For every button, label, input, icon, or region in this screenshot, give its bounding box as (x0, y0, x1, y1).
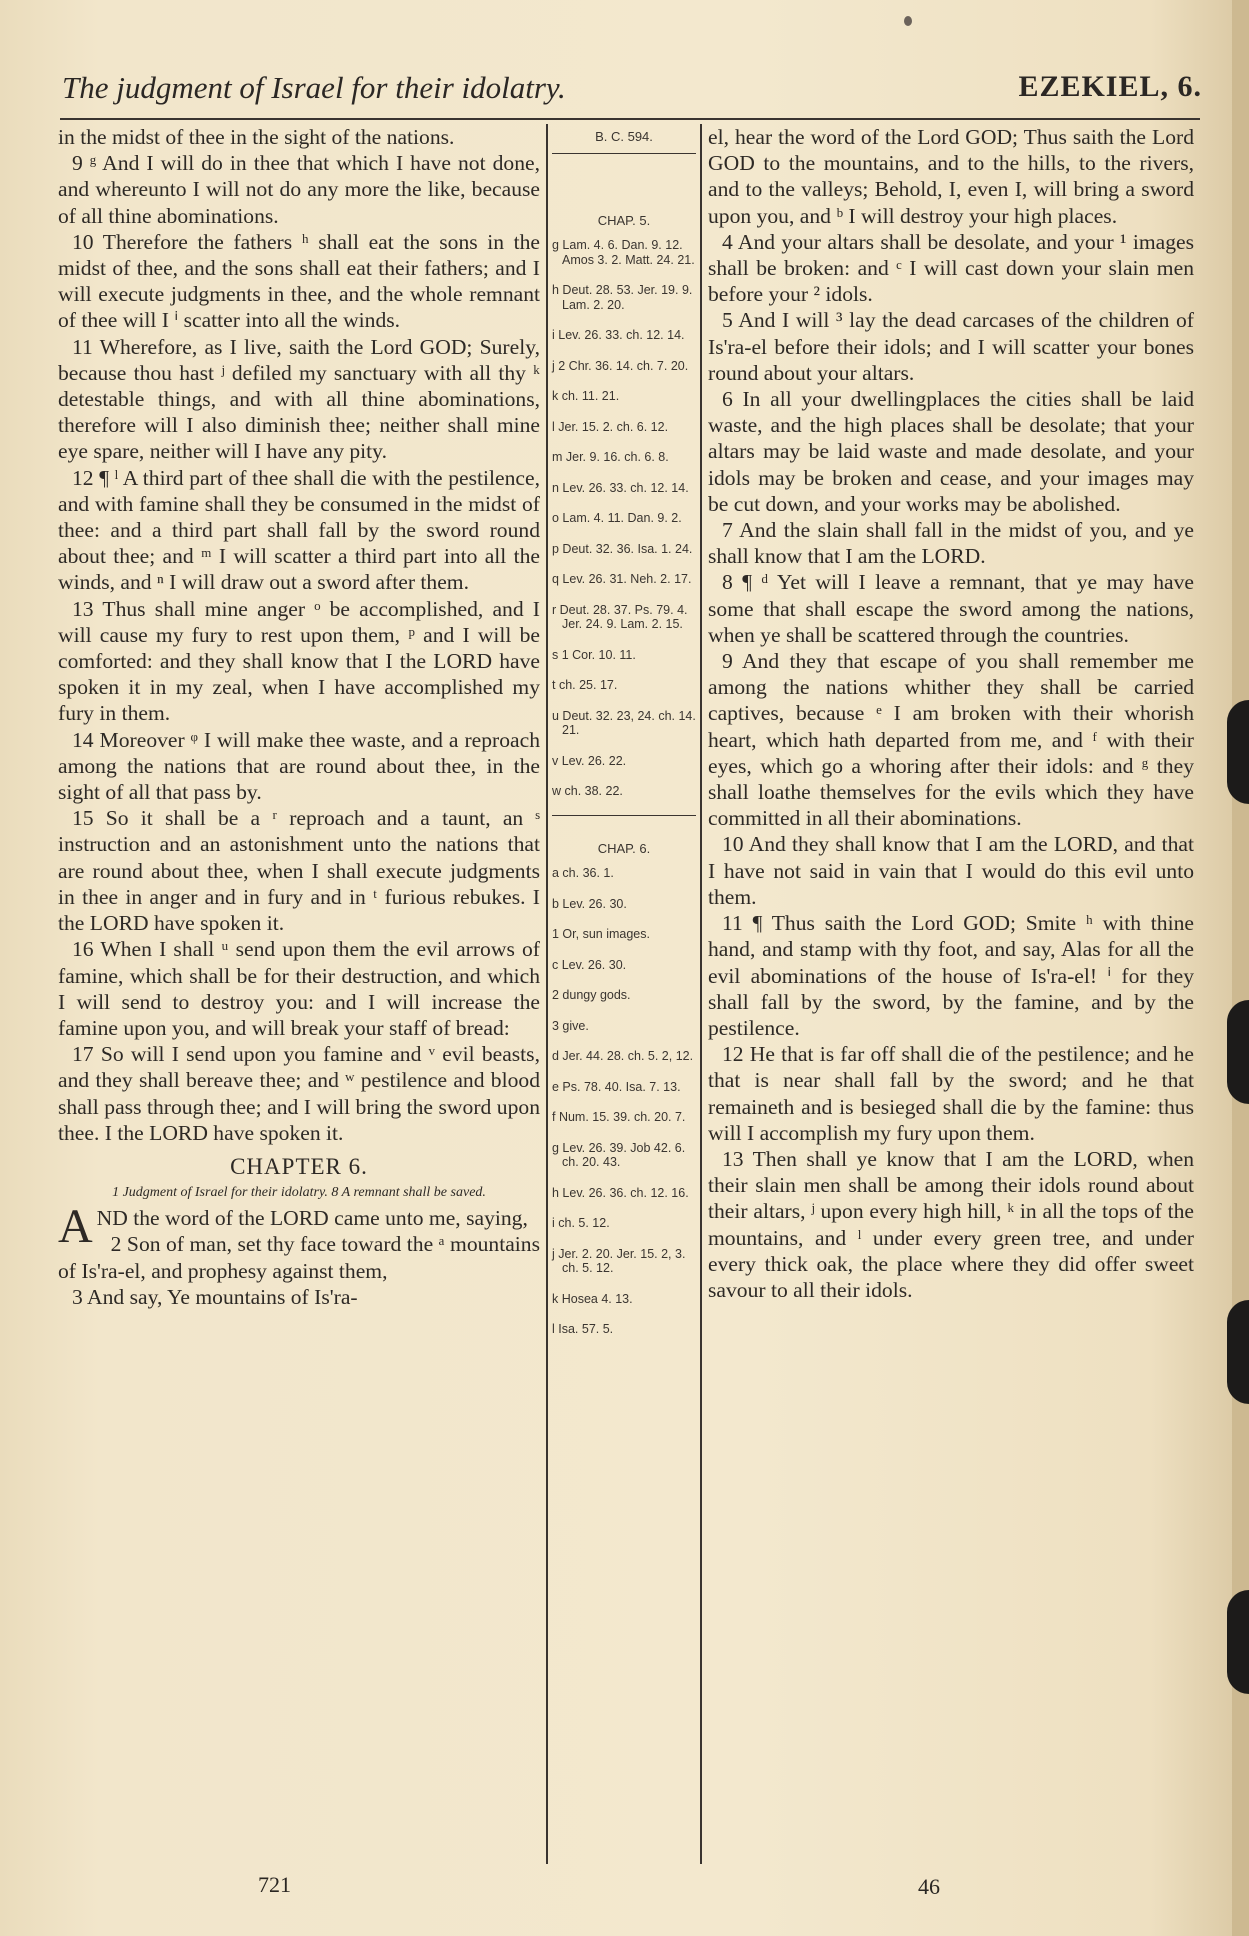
cross-reference: j Jer. 2. 20. Jer. 15. 2, 3. ch. 5. 12. (552, 1246, 686, 1275)
chap5-references (552, 238, 696, 799)
chap5-label: CHAP. 5. (597, 212, 651, 228)
cross-reference: t ch. 25. 17. (552, 678, 618, 692)
cross-reference: 3 give. (552, 1018, 589, 1033)
cross-reference: b Lev. 26. 30. (552, 896, 627, 911)
column-divider-right (700, 124, 702, 1864)
punch-mark (904, 16, 912, 26)
thumb-index-tab[interactable] (1227, 1000, 1249, 1104)
verse: 9 ᵍ And I will do in thee that which I have not done, and whereunto I will not do any more the like, because of all thine abominations. (58, 151, 540, 228)
cross-reference: w ch. 38. 22. (552, 784, 623, 798)
cross-reference: 1 Or, sun images. (552, 927, 650, 941)
thumb-index-tab[interactable] (1227, 1300, 1249, 1404)
book-chapter-heading: EZEKIEL, 6. (1018, 70, 1202, 103)
right-text-column (708, 124, 1194, 1303)
cross-reference: l Isa. 57. 5. (552, 1322, 614, 1336)
cross-reference: m Jer. 9. 16. ch. 6. 8. (552, 450, 669, 464)
verse: 11 Wherefore, as I live, saith the Lord GOD; Surely, because thou hast ʲ defiled my sanctuary with all thy ᵏ detestable things, and with all thine abominations, therefore will I also diminish thee; neither shall mine eye spare, neither will I have any pity. (58, 334, 540, 464)
page-number-right: 46 (918, 1874, 940, 1899)
chapter-opening-verse (58, 1200, 540, 1254)
cross-reference: h Lev. 26. 36. ch. 12. 16. (552, 1185, 689, 1200)
margin-rule (552, 153, 696, 154)
verse: 12 He that is far off shall die of the pestilence; and he that is near shall fall by the sword; and he that remaineth and is besieged shall die by the famine: thus will I accomplish my fury upon them. (708, 1042, 1194, 1145)
cross-reference: h Deut. 28. 53. Jer. 19. 9. Lam. 2. 20. (552, 283, 693, 312)
running-title: The judgment of Israel for their idolatry. (62, 70, 566, 105)
verse: 4 And your altars shall be desolate, and your ¹ images shall be broken: and ᶜ I will cast down your slain men before your ² idols. (708, 229, 1194, 307)
verse-text: ND the word of the LORD came unto me, saying, (96, 1206, 528, 1231)
verse: 17 So will I send upon you famine and ᵛ evil beasts, and they shall bereave thee; and ʷ pestilence and blood shall pass through thee; and I will bring the sword upon thee. I the LORD have spoken it. (58, 1042, 540, 1145)
cross-reference: j 2 Chr. 36. 14. ch. 7. 20. (552, 358, 689, 373)
column-divider-left (546, 124, 548, 1864)
cross-reference: o Lam. 4. 11. Dan. 9. 2. (552, 511, 682, 525)
cross-reference: e Ps. 78. 40. Isa. 7. 13. (552, 1079, 681, 1094)
verse: 14 Moreover ᵠ I will make thee waste, and a reproach among the nations that are round about thee, in the sight of all that pass by. (58, 727, 540, 805)
cross-reference: f Num. 15. 39. ch. 20. 7. (552, 1110, 686, 1124)
verse: 10 Therefore the fathers ʰ shall eat the sons in the midst of thee, and the sons shall eat their fathers; and I will execute judgments in thee, and the whole remnant of thee will I ⁱ scatter into all the winds. (58, 229, 540, 333)
cross-reference: i ch. 5. 12. (552, 1216, 610, 1230)
cross-reference-column (552, 124, 696, 1353)
verse: 3 And say, Ye mountains of Is'ra- (72, 1284, 358, 1309)
thumb-index-tab[interactable] (1227, 700, 1249, 804)
cross-reference: 2 dungy gods. (552, 988, 631, 1002)
cross-reference: q Lev. 26. 31. Neh. 2. 17. (552, 572, 692, 586)
date-note: B. C. 594. (595, 129, 653, 144)
verse: 12 ¶ ˡ A third part of thee shall die with the pestilence, and with famine shall they be consumed in the midst of thee: and a third part shall fall by the sword round about thee; and ᵐ I will scatter a third part into all the winds, and ⁿ I will draw out a sword after them. (58, 465, 540, 595)
cross-reference: n Lev. 26. 33. ch. 12. 14. (552, 480, 689, 495)
header-rule (60, 118, 1200, 120)
verse: 2 Son of man, set thy face toward the ᵃ mountains of Is'ra-el, and prophesy against them, (58, 1232, 540, 1283)
cross-reference: a ch. 36. 1. (552, 866, 614, 880)
verse: 5 And I will ³ lay the dead carcases of the children of Is'ra-el before their idols; and I will scatter your bones round about your altars. (708, 308, 1194, 385)
verse: 13 Thus shall mine anger ᵒ be accomplished, and I will cause my fury to rest upon them, ᵖ and I will be comforted: and they shall know that I the LORD have spoken it in my zeal, when I have accomplished my fury in them. (58, 596, 540, 726)
verse: 6 In all your dwellingplaces the cities shall be laid waste, and the high places shall be desolate; that your altars may be laid waste and made desolate, and your idols may be broken and cease, and your images may be cut down, and your works may be abolished. (708, 387, 1194, 516)
verse: 16 When I shall ᵘ send upon them the evil arrows of famine, which shall be for their destruction, and which I will send to destroy you: and I will increase the famine upon you, and will break your staff of bread: (58, 937, 540, 1040)
cross-reference: l Jer. 15. 2. ch. 6. 12. (552, 419, 669, 434)
page-header (62, 70, 1202, 114)
verse: 8 ¶ ᵈ Yet will I leave a remnant, that ye may have some that shall escape the sword among the nations, when ye shall be scattered through the countries. (708, 570, 1194, 647)
verse: 7 And the slain shall fall in the midst of you, and ye shall know that I am the LORD. (708, 518, 1194, 569)
cross-reference: i Lev. 26. 33. ch. 12. 14. (552, 328, 685, 342)
cross-reference: k Hosea 4. 13. (552, 1291, 633, 1306)
cross-reference: c Lev. 26. 30. (552, 957, 627, 972)
cross-reference: v Lev. 26. 22. (552, 753, 627, 768)
verse: 10 And they shall know that I am the LORD, and that I have not said in vain that I would do this evil unto them. (708, 832, 1194, 909)
verse: 9 And they that escape of you shall remember me among the nations whither they shall be carried captives, because ᵉ I am broken with their whorish heart, which hath departed from me, and ᶠ with their eyes, which go a whoring after their idols: and ᵍ they shall loathe themselves for the evils which they have committed in all their abominations. (708, 649, 1194, 831)
left-text-column (58, 124, 540, 1310)
verse: in the midst of thee in the sight of the nations. (58, 125, 455, 149)
page-number-left: 721 (258, 1872, 291, 1897)
verse: 13 Then shall ye know that I am the LORD, when their slain men shall be among their idols round about their altars, ʲ upon every high hill, ᵏ in all the tops of the mountains, and ˡ under every green tree, and under every thick oak, the place where they did offer sweet savour to all their idols. (708, 1146, 1194, 1302)
cross-reference: u Deut. 32. 23, 24. ch. 14. 21. (552, 708, 696, 737)
chapter-heading: CHAPTER 6. (230, 1153, 368, 1179)
margin-rule (552, 815, 696, 816)
chap6-references (552, 866, 696, 1337)
chapter-summary: 1 Judgment of Israel for their idolatry. 8 A remnant shall be saved. (112, 1185, 486, 1201)
verse: el, hear the word of the Lord GOD; Thus saith the Lord GOD to the mountains, and to the hills, to the rivers, and to the valleys; Behold, I, even I, will bring a sword upon you, and ᵇ I will destroy your high places. (708, 125, 1194, 228)
verse: 15 So it shall be a ʳ reproach and a taunt, an ˢ instruction and an astonishment unto the nations that are round about thee, when I shall execute judgments in thee in anger and in fury and in ᵗ furious rebukes. I the LORD have spoken it. (58, 806, 540, 936)
cross-reference: d Jer. 44. 28. ch. 5. 2, 12. (552, 1049, 694, 1063)
cross-reference: k ch. 11. 21. (552, 389, 620, 403)
verse: 11 ¶ Thus saith the Lord GOD; Smite ʰ with thine hand, and stamp with thy foot, and say, Alas for all the evil abominations of the house of Is'ra-el! ⁱ for they shall fall by the sword, by the famine, and by the pestilence. (708, 911, 1194, 1040)
cross-reference: r Deut. 28. 37. Ps. 79. 4. Jer. 24. 9. Lam. 2. 15. (552, 602, 688, 631)
drop-cap: A (58, 1200, 93, 1254)
chap6-label: CHAP. 6. (597, 840, 651, 856)
cross-reference: g Lev. 26. 39. Job 42. 6. ch. 20. 43. (552, 1140, 686, 1169)
cross-reference: p Deut. 32. 36. Isa. 1. 24. (552, 541, 693, 556)
cross-reference: s 1 Cor. 10. 11. (552, 647, 636, 662)
thumb-index-tabs (1219, 0, 1249, 1936)
thumb-index-tab[interactable] (1227, 1590, 1249, 1694)
cross-reference: g Lam. 4. 6. Dan. 9. 12. Amos 3. 2. Matt. 24. 21. (552, 238, 695, 267)
